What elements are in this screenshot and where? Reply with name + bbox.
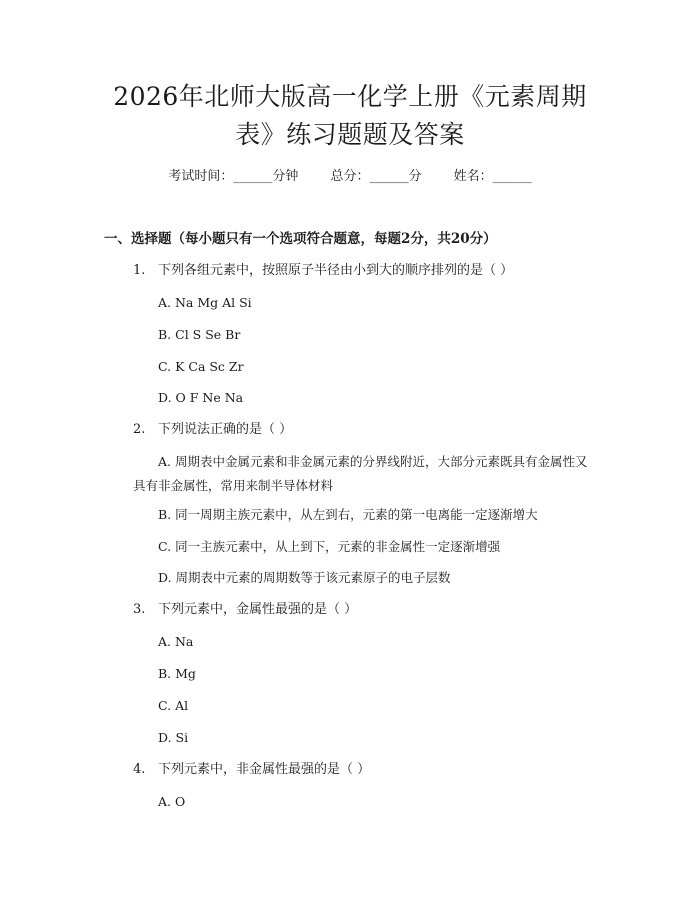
question-2-option-b: B. 同一周期主族元素中，从左到右，元素的第一电离能一定逐渐增大 — [158, 507, 538, 522]
question-4 — [133, 761, 370, 779]
question-number: 4. — [133, 762, 146, 777]
document-title: 2026年北师大版高一化学上册《元素周期表》练习题题及答案 — [113, 82, 587, 149]
question-text: 下列说法正确的是（ ） — [158, 422, 293, 437]
question-4-option-a: A. O — [158, 794, 186, 809]
question-1-option-d: D. O F Ne Na — [158, 390, 244, 405]
exam-time-field: 考试时间：______分钟 — [168, 169, 299, 184]
question-1-option-a: A. Na Mg Al Si — [158, 295, 252, 310]
question-3-option-a: A. Na — [158, 634, 194, 649]
question-text: 下列元素中，非金属性最强的是（ ） — [158, 762, 371, 777]
question-text: 下列各组元素中，按照原子半径由小到大的顺序排列的是（ ） — [158, 263, 514, 278]
question-2 — [133, 421, 292, 439]
question-3-option-b: B. Mg — [158, 666, 196, 681]
question-text: 下列元素中，金属性最强的是（ ） — [158, 602, 358, 617]
section-heading-multiple-choice: 一、选择题（每小题只有一个选项符合题意，每题2分，共20分） — [104, 231, 497, 247]
question-1-option-c: C. K Ca Sc Zr — [158, 359, 244, 374]
exam-info-line — [0, 168, 700, 186]
exam-name-field: 姓名：______ — [453, 169, 532, 184]
question-2-option-a: A. 周期表中金属元素和非金属元素的分界线附近，大部分元素既具有金属性又具有非金属性，常用来制半导体材料 — [133, 454, 588, 493]
question-3-option-d: D. Si — [158, 730, 189, 745]
question-3 — [133, 601, 357, 619]
question-number: 2. — [133, 422, 146, 437]
question-number: 3. — [133, 602, 146, 617]
question-number: 1. — [133, 263, 146, 278]
question-2-option-d: D. 周期表中元素的周期数等于该元素原子的电子层数 — [158, 570, 451, 585]
question-3-option-c: C. Al — [158, 698, 189, 713]
question-1 — [133, 262, 513, 280]
question-1-option-b: B. Cl S Se Br — [158, 327, 241, 342]
question-2-option-c: C. 同一主族元素中，从上到下，元素的非金属性一定逐渐增强 — [158, 539, 501, 554]
exam-score-field: 总分：______分 — [330, 169, 422, 184]
